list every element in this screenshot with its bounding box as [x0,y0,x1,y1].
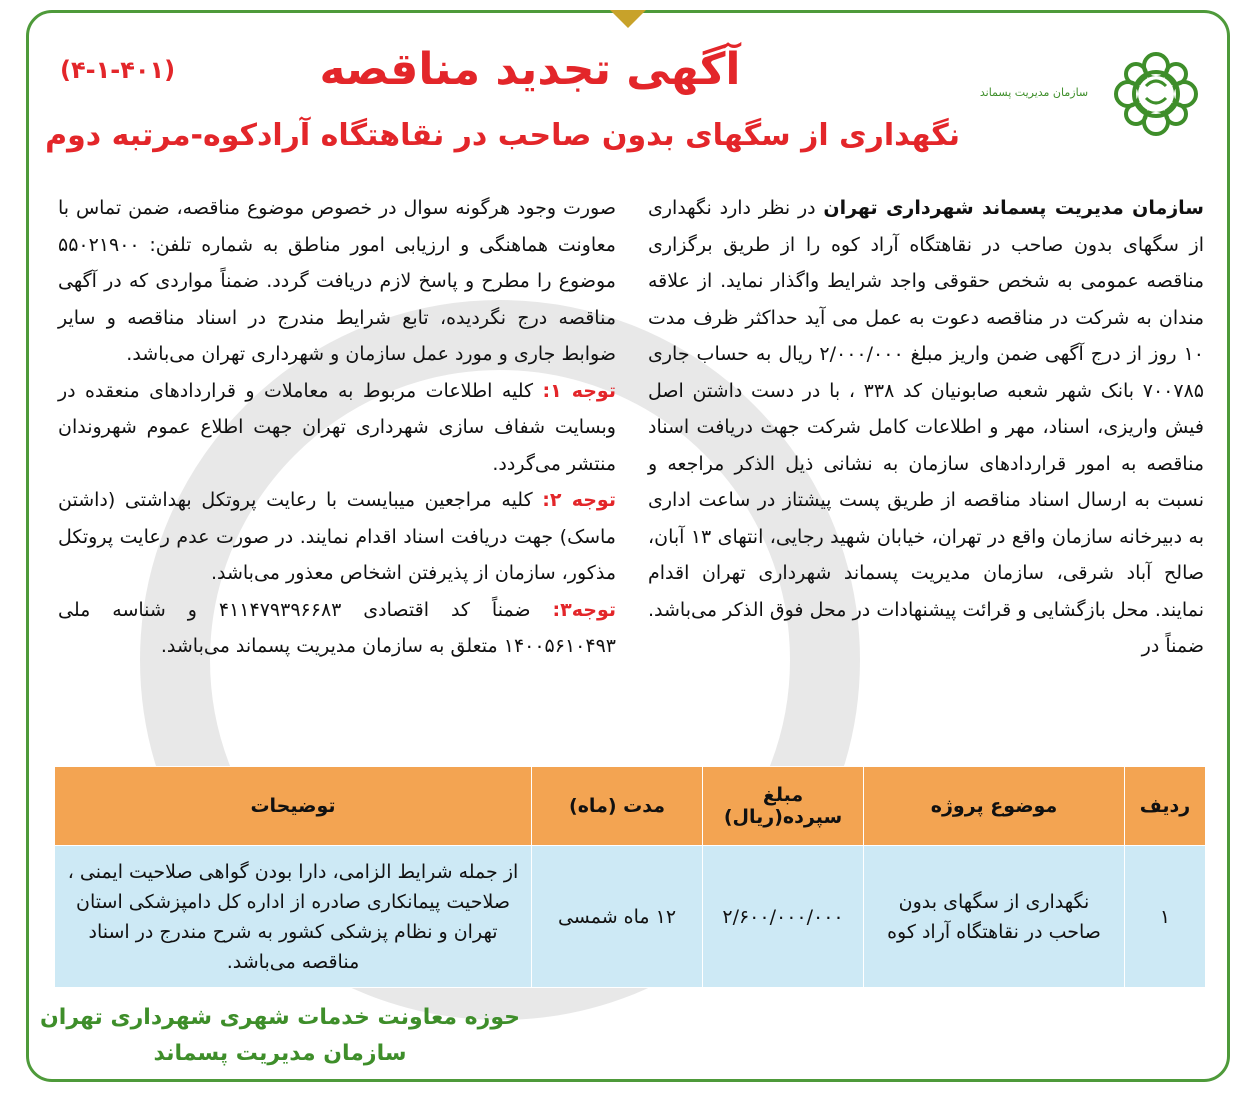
footer-line2: سازمان مدیریت پسماند [153,1041,407,1066]
tender-code: (۴-۱-۴۰۱) [60,56,176,84]
header-amount: مبلغ سپرده(ریال) [703,767,864,846]
right-text-column [648,190,1204,665]
note2-text: کلیه مراجعین میبایست با رعایت پروتکل بهداشتی (داشتن ماسک) جهت دریافت اسناد اقدام نمایند. در صورت عدم رعایت پروتکل مذکور، سازمان از پذیرفتن اشخاص معذور می‌باشد. [58,489,616,584]
cell-duration: ۱۲ ماه شمسی [532,846,703,988]
table-header-row [55,767,1206,846]
cell-subject: نگهداری از سگهای بدون صاحب در نقاهتگاه آراد کوه [864,846,1125,988]
municipality-logo-icon [1108,46,1204,142]
header-description: توضیحات [55,767,532,846]
left-column-intro: صورت وجود هرگونه سوال در خصوص موضوع مناقصه، ضمن تماس با معاونت هماهنگی و ارزیابی امور مناطق به شماره تلفن: ۵۵۰۲۱۹۰۰ موضوع را مطرح و پاسخ لازم دریافت گردد. ضمناً مواردی که در آگهی مناقصه درج نگردیده، تابع شرایط مندرج در اسناد مناقصه و سایر ضوابط جاری و مورد عمل سازمان و شهرداری تهران می‌باشد. [58,197,616,365]
tender-table [54,766,1206,988]
note1-text: کلیه اطلاعات مربوط به معاملات و قراردادهای منعقده در وبسایت شفاف سازی شهرداری تهران جهت اطلاع عموم شهروندان منتشر می‌گردد. [58,379,616,475]
table-row [55,846,1206,988]
note3-label: توجه۳: [552,598,616,621]
header-duration: مدت (ماه) [532,767,703,846]
header-row-number: ردیف [1125,767,1206,846]
footer-line1: حوزه معاونت خدمات شهری شهرداری تهران [40,1005,520,1030]
top-notch-icon [610,10,646,28]
page-title: آگهی تجدید مناقصه [319,44,741,95]
header-subject: موضوع پروژه [864,767,1125,846]
cell-row-number: ۱ [1125,846,1206,988]
org-name: سازمان مدیریت پسماند شهرداری تهران [823,197,1204,219]
page-subtitle: نگهداری از سگهای بدون صاحب در نقاهتگاه آرادکوه-مرتبه دوم [45,118,960,153]
cell-amount: ۲/۶۰۰/۰۰۰/۰۰۰ [703,846,864,988]
logo-caption: سازمان مدیریت پسماند [979,86,1089,99]
cell-description: از جمله شرایط الزامی، دارا بودن گواهی صلاحیت ایمنی ، صلاحیت پیمانکاری صادره از اداره کل دامپزشکی استان تهران و نظام پزشکی کشور به شرح مندرج در اسناد مناقصه می‌باشد. [55,846,532,988]
note1-label: توجه ۱: [542,379,616,402]
note2-label: توجه ۲: [542,489,616,511]
note3-text: ضمناً کد اقتصادی ۴۱۱۴۷۹۳۹۶۶۸۳ و شناسه ملی ۱۴۰۰۵۶۱۰۴۹۳ متعلق به سازمان مدیریت پسماند می‌باشد. [58,598,616,657]
left-text-column [58,190,616,665]
footer-signature [30,1000,530,1072]
right-column-text: در نظر دارد نگهداری از سگهای بدون صاحب در نقاهتگاه آراد کوه را از طریق برگزاری مناقصه عمومی به شخص حقوقی واجد شرایط واگذار نماید. از علاقه مندان به شرکت در مناقصه دعوت به عمل می آید حداکثر ظرف مدت ۱۰ روز از درج آگهی ضمن واریز مبلغ ۲/۰۰۰/۰۰۰ ریال به حساب جاری ۷۰۰۷۸۵ بانک شهر شعبه صابونیان کد ۳۳۸ ، با در دست داشتن اصل فیش واریزی، اسناد، مهر و اطلاعات کامل شرکت جهت دریافت اسناد مناقصه به امور قراردادهای سازمان به نشانی ذیل الذکر مراجعه و نسبت به ارسال اسناد مناقصه از طریق پست پیشتاز در ساعت اداری به دبیرخانه سازمان واقع در تهران، خیابان شهید رجایی، انتهای ۱۳ آبان، صالح آباد شرقی، سازمان مدیریت پسماند شهرداری تهران اقدام نمایند. محل بازگشایی و قرائت پیشنهادات در محل فوق الذکر می‌باشد. ضمناً در [648,197,1204,657]
